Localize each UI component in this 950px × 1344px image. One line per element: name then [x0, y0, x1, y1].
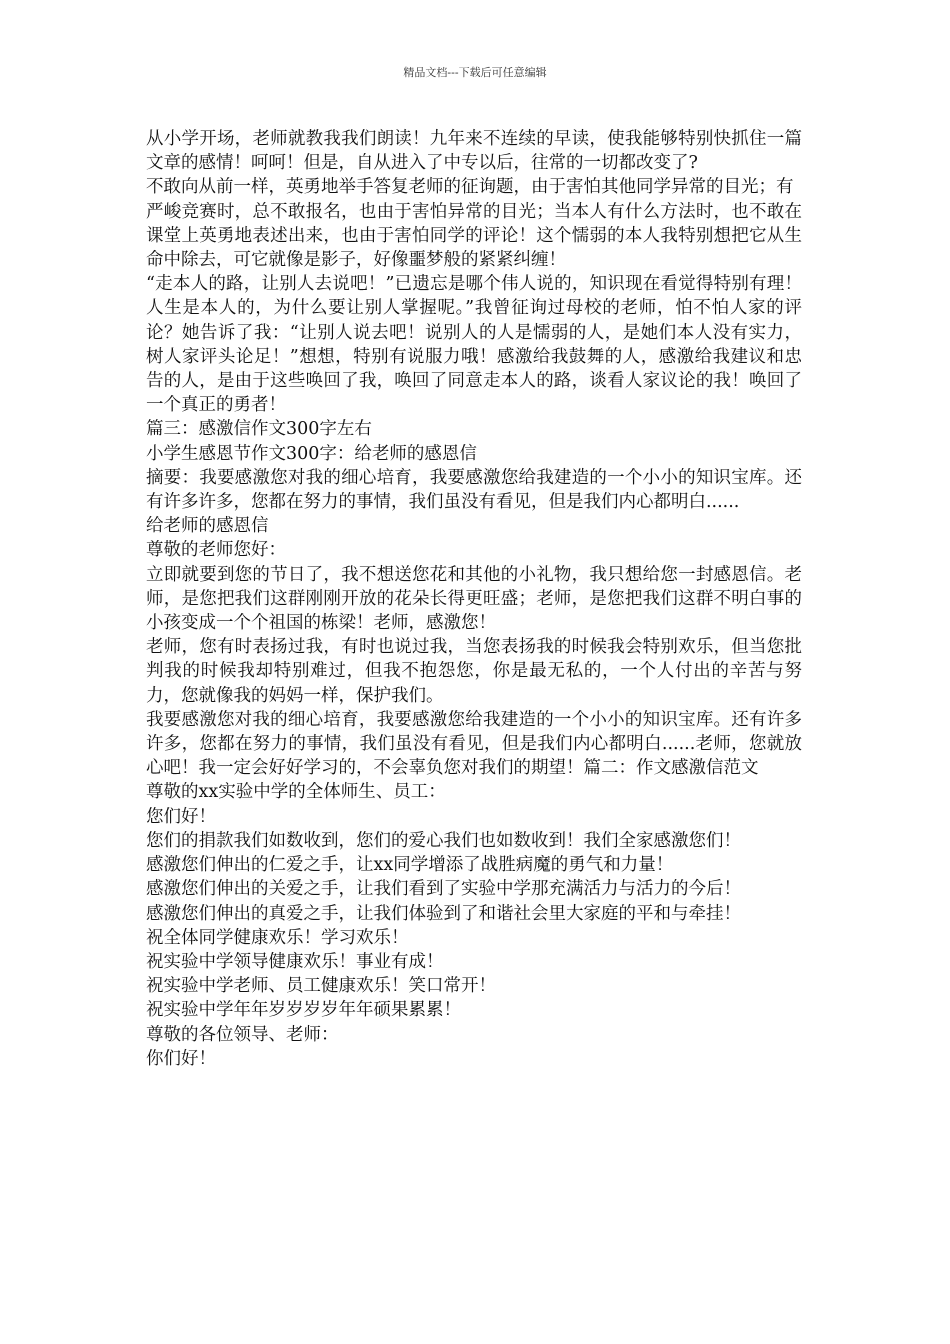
letter-salutation: 尊敬的老师您好： [146, 540, 286, 561]
paragraph-walk-your-own-path: “走本人的路，让别人去说吧！”已遗忘是哪个伟人说的，知识现在看觉得特别有理！人生是本人的，为什么要让别人掌握呢。”我曾征询过母校的老师，怕不怕人家的评论？她告诉了我：“让别人说去吧！说别人的人是懦弱的人，是她们本人没有实力，树人家评头论足！”想想，特别有说服力哦！感激给我鼓舞的人，感激给我建议和忠告的人，是由于这些唤回了我，唤回了同意走本人的路，谈看人家议论的我！唤回了一个真正的勇者！ [146, 274, 802, 416]
paragraph-thanks-kindness: 感激您们伸出的仁爱之手，让xx同学增添了战胜病魔的勇气和力量！ [146, 855, 674, 876]
wish-students: 祝全体同学健康欢乐！学习欢乐！ [146, 927, 409, 948]
paragraph-thanks-love: 感激您们伸出的真爱之手，让我们体验到了和谐社会里大家庭的平和与牵挂！ [146, 903, 741, 924]
page-header: 精品文档---下载后可任意编辑 [403, 66, 547, 79]
paragraph-gratitude-closing: 我要感激您对我的细心培育，我要感激您给我建造的一个小小的知识宝库。还有许多许多，您都在努力的事情，我们虽没有看见，但是我们内心都明白......老师，您就放心吧！我一定会好好学习的，不会辜负您对我们的期望！篇二：作文感激信范文 [146, 709, 802, 779]
letter2-greeting: 您们好！ [146, 806, 216, 827]
document-body [146, 127, 802, 1071]
paragraph-teachers-day: 立即就要到您的节日了，我不想送您花和其他的小礼物，我只想给您一封感恩信。老师，是您把我们这群刚刚开放的花朵长得更旺盛；老师，是您把我们这群不明白事的小孩变成一个个祖国的栋梁！老师，感激您！ [146, 564, 802, 634]
paragraph-abstract: 摘要：我要感激您对我的细心培育，我要感激您给我建造的一个小小的知识宝库。还有许多许多，您都在努力的事情，我们虽没有看见，但是我们内心都明白...... [146, 467, 802, 513]
speech-salutation: 尊敬的各位领导、老师： [146, 1024, 339, 1045]
paragraph-intro-reading: 从小学开场，老师就教我我们朗读！九年来不连续的早读，使我能够特别快抓住一篇文章的感情！呵呵！但是，自从进入了中专以后，往常的一切都改变了? [146, 129, 802, 174]
paragraph-thanks-care: 感激您们伸出的关爱之手，让我们看到了实验中学那充满活力与活力的今后！ [146, 879, 741, 900]
section-heading-part-three: 篇三：感激信作文300字左右 [146, 419, 372, 440]
paragraph-afraid-to-answer: 不敢向从前一样，英勇地举手答复老师的征询题，由于害怕其他同学异常的目光；有 [146, 177, 794, 198]
essay-title: 小学生感恩节作文300字：给老师的感恩信 [146, 443, 477, 464]
wish-school: 祝实验中学年年岁岁岁岁年年硕果累累！ [146, 1000, 461, 1021]
speech-greeting: 你们好！ [146, 1048, 216, 1069]
wish-leaders: 祝实验中学领导健康欢乐！事业有成！ [146, 951, 444, 972]
paragraph-afraid-of-competition: 严峻竞赛时，总不敢报名，也由于害怕异常的目光；当本人有什么方法时，也不敢在课堂上英勇地表述出来，也由于害怕同学的评论！这个懦弱的本人我特别想把它从生命中除去，可它就像是影子，好像噩梦般的紧紧纠缠！ [146, 201, 802, 271]
paragraph-praise-criticism: 老师，您有时表扬过我，有时也说过我，当您表扬我的时候我会特别欢乐，但当您批判我的时候我却特别难过，但我不抱怨您，你是最无私的，一个人付出的辛苦与努力，您就像我的妈妈一样，保护我们。 [146, 637, 802, 706]
letter-title: 给老师的感恩信 [146, 516, 269, 537]
paragraph-donation-received: 您们的捐款我们如数收到，您们的爱心我们也如数收到！我们全家感激您们！ [146, 830, 741, 851]
wish-teachers-staff: 祝实验中学老师、员工健康欢乐！笑口常开！ [146, 976, 496, 997]
letter2-salutation: 尊敬的xx实验中学的全体师生、员工： [146, 782, 446, 803]
